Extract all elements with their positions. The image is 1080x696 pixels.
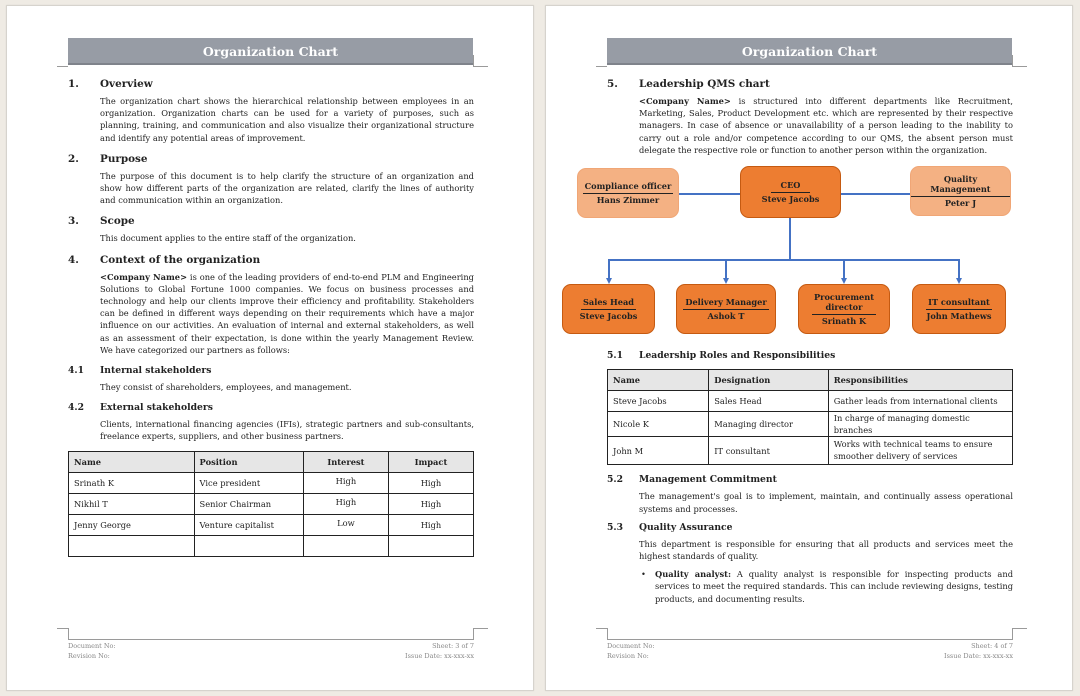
company-name-placeholder: <Company Name> (639, 96, 731, 106)
bullet-text (655, 568, 1013, 605)
section-title: External stakeholders (100, 402, 213, 414)
roles-responsibilities-table[interactable] (607, 369, 1013, 465)
node-person: Srinath K (821, 315, 867, 326)
org-node-delivery-manager[interactable] (676, 284, 776, 334)
connector-line (843, 259, 845, 279)
footer-sheet-number: Sheet: 3 of 7 (432, 642, 474, 650)
section-heading-context (68, 253, 474, 267)
cell-responsibilities[interactable]: Works with technical teams to ensure smoother delivery of services (828, 437, 1012, 465)
section-number: 4. (68, 253, 79, 266)
stakeholder-table[interactable] (68, 451, 474, 557)
document-page-3 (6, 5, 534, 691)
section-title: Leadership QMS chart (639, 78, 770, 90)
footer-issue-date: Issue Date: xx-xxx-xx (405, 651, 474, 660)
connector-line (679, 193, 740, 195)
bullet-item-quality-analyst[interactable] (639, 568, 1013, 605)
node-role: IT consultant (926, 297, 992, 310)
node-person: Peter J (944, 197, 977, 208)
cell-position[interactable]: Senior Chairman (194, 493, 303, 514)
footer-issue-date: Issue Date: xx-xxx-xx (944, 651, 1013, 660)
page-footer (607, 642, 1013, 661)
column-header-impact[interactable]: Impact (388, 451, 473, 472)
section-title: Leadership Roles and Responsibilities (639, 350, 836, 362)
cell-name[interactable]: John M (608, 437, 709, 465)
section-title: Quality Assurance (639, 521, 733, 533)
cell-position[interactable] (194, 535, 303, 556)
footer-revision-no: Revision No: (607, 651, 649, 660)
section-heading-roles (607, 349, 1013, 362)
section-heading-management-commitment (607, 473, 1013, 486)
table-row (69, 493, 474, 514)
internal-stakeholders-paragraph[interactable]: They consist of shareholders, employees, and management. (100, 382, 352, 393)
cell-designation[interactable]: IT consultant (709, 437, 828, 465)
header-corner-mark (57, 66, 68, 67)
cell-interest[interactable]: High (303, 472, 388, 493)
table-row (69, 514, 474, 535)
cell-impact[interactable]: High (388, 514, 473, 535)
column-header-name[interactable]: Name (69, 451, 195, 472)
overview-paragraph[interactable]: The organization chart shows the hierarchical relationship between employees in an organization. Organization charts can be used for a variety of purposes, such as planning, training, and communication and also visualize their organizational structure and identify any potential areas of improvement. (100, 96, 474, 143)
table-row (608, 437, 1013, 465)
section-heading-quality-assurance (607, 521, 1013, 534)
section-number: 5.2 (607, 474, 623, 486)
column-header-interest[interactable]: Interest (303, 451, 388, 472)
cell-name[interactable]: Nicole K (608, 412, 709, 437)
footer-corner-mark (1012, 628, 1027, 640)
section-title: Purpose (100, 152, 148, 165)
context-text: is one of the leading providers of end-to-end PLM and Engineering Solutions to Global Fortune 1000 companies. We focus on business processes and technology and help our clients improve their efficiency and profitability. Stakeholders can be defined in different ways depending on their requirements which have a major influence on our activities. An evaluation of internal and external stakeholders, as well as an assessment of their expectation, is done within the yearly Management Review. We have categorized our partners as follows: (100, 271, 474, 355)
cell-name[interactable]: Jenny George (69, 514, 195, 535)
node-person: John Mathews (926, 310, 992, 321)
cell-name[interactable]: Steve Jacobs (608, 391, 709, 412)
header-corner-mark (1012, 55, 1027, 67)
node-role: CEO (771, 180, 811, 193)
cell-responsibilities[interactable]: In charge of managing domestic branches (828, 412, 1012, 437)
table-header-row (69, 451, 474, 472)
page-header-title: Organization Chart (607, 38, 1012, 65)
document-page-4 (545, 5, 1073, 691)
table-row (608, 391, 1013, 412)
cell-impact[interactable]: High (388, 472, 473, 493)
table-row-empty (69, 535, 474, 556)
cell-impact[interactable] (388, 535, 473, 556)
node-person: Ashok T (707, 310, 745, 321)
footer-divider (607, 639, 1013, 640)
table-header-row (608, 370, 1013, 391)
connector-line (608, 259, 610, 279)
column-header-responsibilities[interactable]: Responsibilities (828, 370, 1012, 391)
column-header-name[interactable]: Name (608, 370, 709, 391)
purpose-paragraph[interactable]: The purpose of this document is to help clarify the structure of an organization and show how different parts of the organization are related, clarify the lines of authority and communication within an organization. (100, 170, 474, 206)
footer-revision-no: Revision No: (68, 651, 110, 660)
connector-line (789, 218, 791, 260)
page-body (68, 77, 474, 557)
section-number: 4.1 (68, 365, 84, 377)
node-role: Delivery Manager (683, 297, 768, 310)
scope-paragraph[interactable]: This document applies to the entire staff of the organization. (100, 233, 356, 244)
quality-assurance-paragraph[interactable]: This department is responsible for ensuring that all products and services meet the highest standards of quality. (639, 538, 1013, 562)
node-role: Procurement director (812, 292, 876, 315)
node-role: Sales Head (581, 297, 636, 310)
leadership-text: is structured into different departments like Recruitment, Marketing, Sales, Product Development etc. which are represented by their respective managers. In case of absence or unavailability of a person leading to the inability to carry out a role and/or competence according to our QMS, the absent person must delegate the respective role or function to another person within the organization. (639, 96, 1013, 155)
table-row (608, 412, 1013, 437)
node-person: Steve Jacobs (761, 193, 820, 204)
org-node-ceo[interactable] (740, 166, 841, 218)
section-title: Context of the organization (100, 253, 261, 266)
section-heading-scope (68, 214, 474, 228)
section-number: 2. (68, 152, 79, 165)
footer-document-no: Document No: (68, 642, 116, 650)
leadership-paragraph[interactable] (639, 95, 1013, 156)
page-header-title: Organization Chart (68, 38, 473, 65)
section-number: 1. (68, 78, 79, 90)
org-node-it-consultant[interactable] (912, 284, 1006, 334)
cell-name[interactable]: Nikhil T (69, 493, 195, 514)
bullet-icon: • (641, 569, 646, 580)
page-footer (68, 642, 474, 661)
footer-sheet-number: Sheet: 4 of 7 (971, 642, 1013, 650)
section-title: Overview (100, 78, 153, 90)
org-node-compliance-officer[interactable] (577, 168, 679, 218)
company-name-placeholder: <Company Name> (100, 271, 188, 282)
footer-document-no: Document No: (607, 642, 655, 650)
section-heading-leadership (607, 77, 1013, 91)
cell-name[interactable] (69, 535, 195, 556)
footer-corner-mark (473, 628, 488, 640)
node-person: Hans Zimmer (596, 194, 660, 205)
node-person: Steve Jacobs (579, 310, 638, 321)
section-title: Internal stakeholders (100, 365, 212, 377)
page-body (579, 77, 1014, 605)
bullet-label: Quality analyst: (655, 569, 732, 580)
section-number: 5. (607, 78, 618, 90)
cell-designation[interactable]: Managing director (709, 412, 828, 437)
connector-line (841, 193, 910, 195)
header-corner-mark (596, 66, 607, 67)
context-paragraph[interactable] (100, 271, 474, 356)
section-heading-overview (68, 77, 474, 91)
cell-designation[interactable]: Sales Head (709, 391, 828, 412)
header-corner-mark (473, 55, 488, 67)
cell-responsibilities[interactable]: Gather leads from international clients (828, 391, 1012, 412)
connector-line (725, 259, 727, 279)
management-commitment-paragraph[interactable]: The management's goal is to implement, maintain, and continually assess operational systems and processes. (639, 491, 1013, 514)
cell-impact[interactable]: High (388, 493, 473, 514)
cell-interest[interactable]: Low (303, 514, 388, 535)
org-node-sales-head[interactable] (562, 284, 655, 334)
cell-interest[interactable] (303, 535, 388, 556)
org-chart-diagram[interactable] (575, 166, 1035, 346)
cell-position[interactable]: Venture capitalist (194, 514, 303, 535)
org-node-quality-management[interactable] (910, 166, 1011, 216)
connector-line (958, 259, 960, 279)
section-number: 4.2 (68, 402, 84, 414)
bullet-body: A quality analyst is responsible for inspecting products and services to meet the required standards. This can include reviewing designs, testing products, and documenting results. (655, 569, 1014, 604)
section-heading-internal-stakeholders (68, 364, 474, 377)
footer-divider (68, 639, 474, 640)
section-number: 3. (68, 215, 79, 228)
column-header-position[interactable]: Position (194, 451, 303, 472)
node-role: Compliance officer (583, 181, 674, 194)
section-title: Scope (100, 215, 135, 228)
external-stakeholders-paragraph[interactable]: Clients, international financing agencies (IFIs), strategic partners and sub-consultants, freelance experts, suppliers, and other business partners. (100, 419, 474, 442)
column-header-designation[interactable]: Designation (709, 370, 828, 391)
cell-name[interactable]: Srinath K (69, 472, 195, 493)
org-node-procurement-director[interactable] (798, 284, 890, 334)
section-number: 5.1 (607, 350, 623, 362)
table-row (69, 472, 474, 493)
section-title: Management Commitment (639, 474, 777, 486)
cell-interest[interactable]: High (303, 493, 388, 514)
cell-position[interactable]: Vice president (194, 472, 303, 493)
connector-line (608, 259, 959, 261)
section-heading-purpose (68, 152, 474, 166)
node-role: Quality Management (911, 174, 1010, 197)
section-number: 5.3 (607, 521, 623, 533)
section-heading-external-stakeholders (68, 401, 474, 414)
